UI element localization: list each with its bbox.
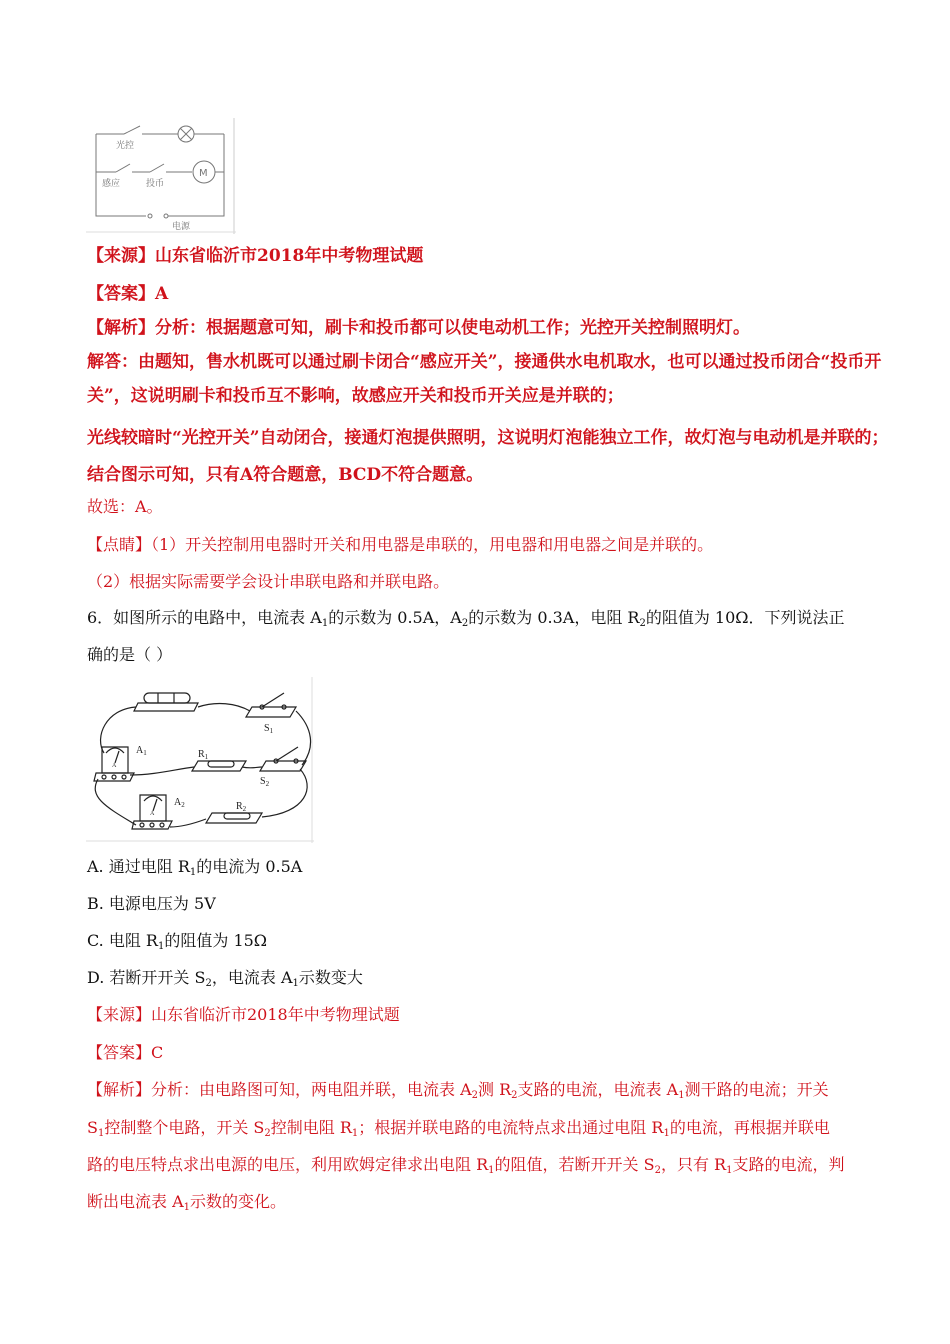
q6-option-b: B. 电源电压为 5V [87,894,216,913]
label-coin-switch: 投币 [146,179,165,189]
circuit-diagram-1 [86,118,236,234]
q6-source: 【来源】山东省临沂市2018年中考物理试题 [87,1005,400,1024]
circuit-diagram-2 [86,677,314,843]
block1-analysis-line-1: 【解析】分析：根据题意可知，刷卡和投币都可以使电动机工作；光控开关控制照明灯。 [87,318,750,338]
ammeter-2-face-letter: A [150,811,155,817]
block1-source: 【来源】山东省临沂市2018年中考物理试题 [87,246,424,266]
label-a1: $A_1$ [136,745,147,757]
label-light-switch: 光控 [116,141,135,151]
q6-option-c: C. 电阻 $R_1$的阻值为 15Ω [87,931,268,952]
label-sensor-switch: 感应 [102,179,121,189]
block1-analysis-line-3: 关”，这说明刷卡和投币互不影响，故感应开关和投币开关应是并联的； [87,386,624,406]
label-a2: $A_2$ [174,797,185,809]
q6-analysis-line-4: 断出电流表 $A_1$示数的变化。 [87,1192,287,1213]
q6-option-a: A. 通过电阻 $R_1$的电流为 0.5A [87,857,303,878]
q6-stem-line-1: 6．如图所示的电路中，电流表 $A_1$的示数为 0.5A，$A_2$的示数为 0.3A，电阻 $R_2$的阻值为 10Ω．下列说法正 [87,608,845,629]
block1-analysis-line-4: 光线较暗时“光控开关”自动闭合，接通灯泡提供照明，这说明灯泡能独立工作，故灯泡与电动机是并联的； [87,428,889,448]
label-motor: M [199,168,208,179]
block1-tip-1: 【点睛】（1）开关控制用电器时开关和用电器是串联的，用电器和用电器之间是并联的。 [87,535,714,554]
label-s1: $S_1$ [264,723,274,735]
q6-analysis-line-1: 【解析】分析：由电路图可知，两电阻并联，电流表 $A_2$测 $R_2$支路的电流，电流表 $A_1$测干路的电流；开关 [87,1080,829,1101]
block1-choice: 故选：A。 [87,497,163,516]
ammeter-1-face-letter: A [112,763,117,769]
label-s2: $S_2$ [260,776,270,788]
block1-answer: 【答案】A [87,284,169,304]
label-r1: $R_1$ [198,749,209,761]
block1-tip-2: （2）根据实际需要学会设计串联电路和并联电路。 [87,572,450,591]
label-power: 电源 [172,222,191,232]
q6-option-d: D. 若断开开关 $S_2$，电流表 $A_1$示数变大 [87,968,363,989]
q6-answer: 【答案】C [87,1043,164,1062]
q6-stem-line-2: 确的是（ ） [87,645,173,664]
label-r2: $R_2$ [236,801,247,813]
block1-analysis-line-2: 解答：由题知，售水机既可以通过刷卡闭合“感应开关”，接通供水电机取水，也可以通过投币闭合“投币开 [87,352,882,372]
q6-analysis-line-3: 路的电压特点求出电源的电压，利用欧姆定律求出电阻 $R_1$的阻值，若断开开关 $S_2$，只有 $R_1$支路的电流，判 [87,1155,845,1176]
q6-analysis-line-2: $S_1$控制整个电路，开关 $S_2$控制电阻 $R_1$；根据并联电路的电流特点求出通过电阻 $R_1$的电流，再根据并联电 [87,1118,830,1139]
block1-analysis-line-5: 结合图示可知，只有A符合题意，BCD不符合题意。 [87,465,484,485]
